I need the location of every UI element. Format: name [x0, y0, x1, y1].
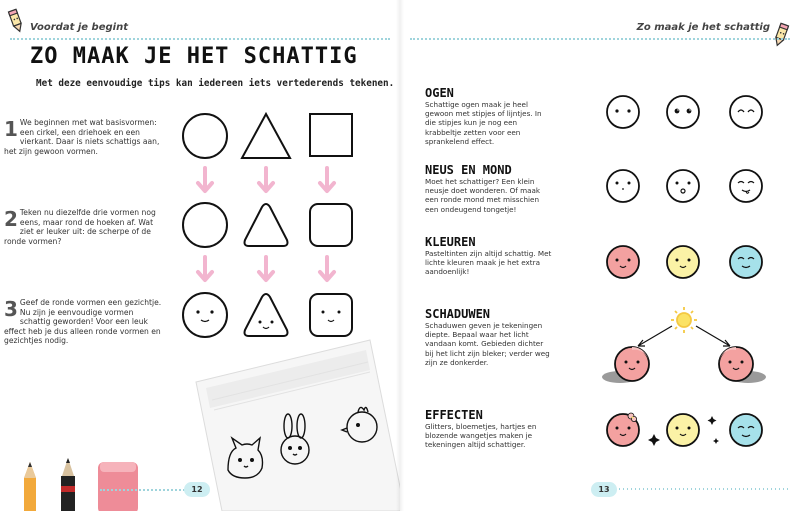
page-subtitle: Met deze eenvoudige tips kan iedereen iets vertederends tekenen.	[36, 78, 395, 89]
section-title-effecten: EFFECTEN	[425, 408, 483, 422]
sparkle-icon	[708, 416, 720, 444]
section-title-schaduwen: SCHADUWEN	[425, 307, 491, 321]
square-shape	[310, 114, 352, 156]
step-number: 2	[4, 207, 18, 231]
step-number: 3	[4, 297, 18, 321]
round-circle-shape	[183, 203, 227, 247]
section-text-schaduwen: Schaduwen geven je tekeningen diepte. Bepaal waar het licht vandaan komt. Gebieden dichter bij het licht zijn bleker; verder weg zijn ze donkerder.	[425, 321, 550, 367]
section-title-ogen: OGEN	[425, 86, 454, 100]
face-blue	[730, 246, 762, 278]
arrow-down-icon	[320, 257, 334, 280]
face-shadow-left	[602, 347, 649, 383]
arrow-down-icon	[198, 257, 212, 280]
step-number: 1	[4, 117, 18, 141]
page-title: ZO MAAK JE HET SCHATTIG	[30, 44, 358, 69]
arrow-down-icon	[198, 168, 212, 191]
shadow-arrow-right	[696, 326, 730, 346]
running-head-right: Zo maak je het schattig	[636, 22, 770, 33]
section-title-kleuren: KLEUREN	[425, 235, 476, 249]
face-tongue	[730, 170, 762, 202]
circle-face	[183, 293, 227, 337]
footer-dotline-left	[100, 489, 185, 491]
arrow-down-icon	[259, 257, 273, 280]
face-round-mouth	[667, 170, 699, 202]
round-square-shape	[310, 204, 352, 246]
arrow-down-icon	[320, 168, 334, 191]
face-eyes-dots	[607, 96, 639, 128]
step-text: Teken nu diezelfde drie vormen nog eens, maar rond de hoeken af. Wat ziet er leuker uit: de scherpe of de ronde vormen?	[4, 208, 156, 246]
face-eyes-lines	[730, 96, 762, 128]
step-text: Geef de ronde vormen een gezichtje. Nu zijn je eenvoudige vormen schattig geworden! Voor een leuk effect heb je dus alleen ronde vormen en gezichtjes nodig.	[4, 298, 162, 345]
sparkle-icon	[648, 434, 660, 446]
faces-illustration	[400, 0, 800, 511]
pencil-black-icon	[61, 458, 75, 511]
face-shadow-right	[719, 347, 766, 383]
triangle-shape	[242, 114, 290, 158]
face-pink	[607, 246, 639, 278]
triangle-face	[245, 294, 288, 336]
face-yellow-sparkle	[667, 414, 699, 446]
eraser-icon	[98, 462, 138, 511]
face-eyes-sparkle	[667, 96, 699, 128]
arrow-down-icon	[259, 168, 273, 191]
round-triangle-shape	[245, 204, 288, 246]
circle-shape	[183, 114, 227, 158]
face-nose	[607, 170, 639, 202]
section-text-kleuren: Pasteltinten zijn altijd schattig. Met lichte kleuren maak je het extra aandoenlijk!	[425, 249, 552, 277]
square-face	[310, 294, 352, 336]
section-title-neus-en-mond: NEUS EN MOND	[425, 163, 512, 177]
napkin-photo	[196, 340, 400, 511]
right-page	[400, 0, 800, 511]
running-head-left: Voordat je begint	[30, 22, 128, 33]
face-blue-heart	[730, 414, 762, 446]
shadow-arrow-left	[638, 326, 672, 346]
pencil-yellow-icon	[24, 462, 36, 511]
face-yellow	[667, 246, 699, 278]
face-flower-blush	[607, 413, 639, 446]
step-text: We beginnen met wat basisvormen: een cirkel, een driehoek en een vierkant. Daar is niets schattigs aan, het zijn gewoon vormen.	[4, 118, 160, 156]
section-text-neus-en-mond: Moet het schattiger? Een klein neusje doet wonderen. Of maak een ronde mond met misschien een ondeugend tongetje!	[425, 177, 541, 214]
page-number-left: 12	[184, 482, 210, 497]
page-number-right: 13	[591, 482, 617, 497]
section-text-ogen: Schattige ogen maak je heel gewoon met stipjes of lijntjes. In die stipjes kun je nog een krabbeltje zetten voor een sprankelend effect.	[425, 100, 542, 146]
section-text-effecten: Glitters, bloemetjes, hartjes en blozende wangetjes maken je tekeningen altijd schattiger.	[425, 422, 537, 450]
sun-icon	[671, 307, 697, 333]
